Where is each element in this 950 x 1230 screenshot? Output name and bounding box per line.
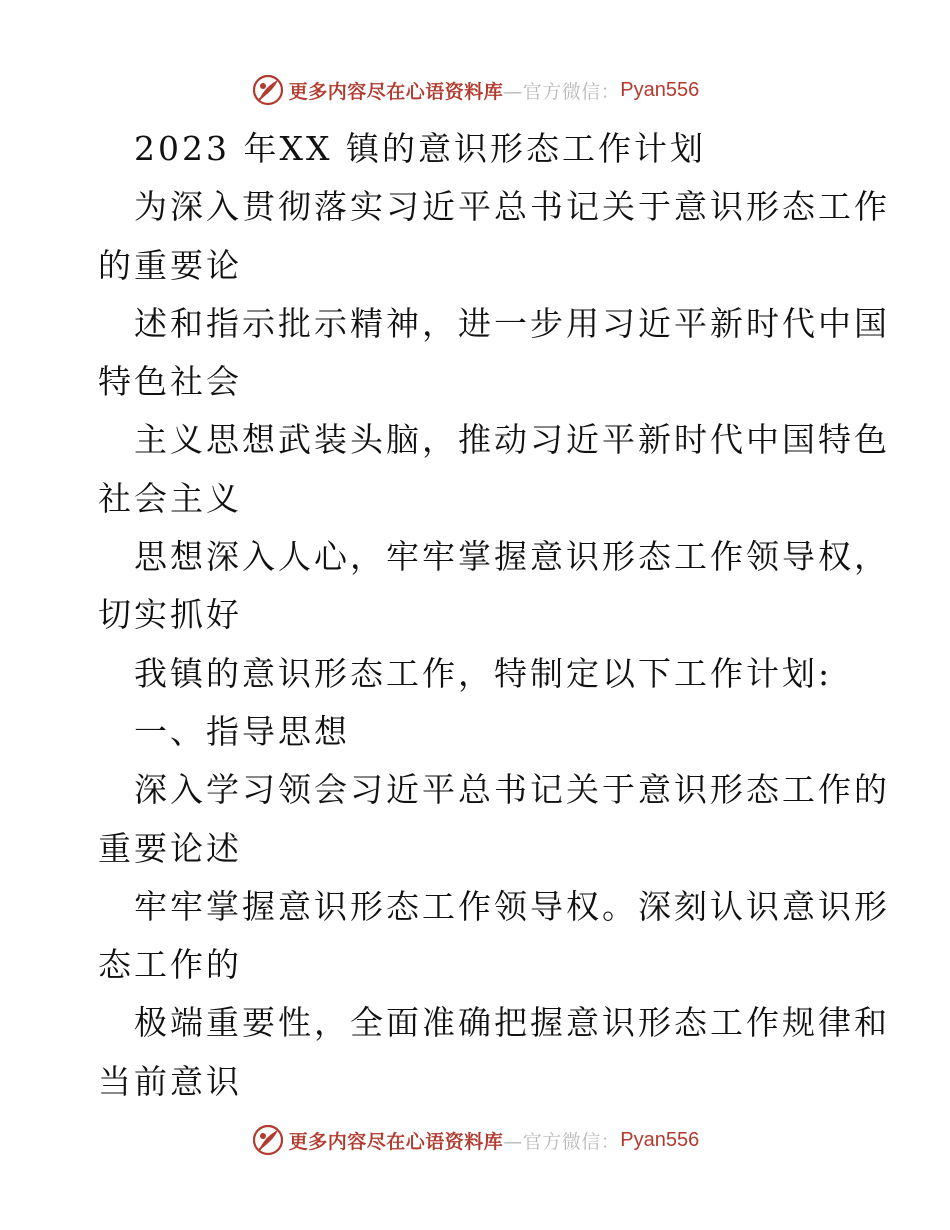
text-line: 重要论述 bbox=[98, 828, 242, 868]
banner-text: 更多内容尽在心语资料库 bbox=[288, 1130, 504, 1153]
quill-pen-icon bbox=[251, 1123, 285, 1157]
header-watermark-banner bbox=[0, 72, 950, 108]
text-line: 社会主义 bbox=[98, 478, 242, 518]
text-line: 为深入贯彻落实习近平总书记关于意识形态工作 bbox=[134, 187, 890, 227]
banner-separator: —官方微信： bbox=[503, 1130, 621, 1153]
banner-wechat-id: Pyan556 bbox=[620, 1128, 700, 1151]
quill-pen-icon bbox=[251, 73, 285, 107]
banner-text: 更多内容尽在心语资料库 bbox=[288, 80, 504, 103]
document-title: 2023 年XX 镇的意识形态工作计划 bbox=[134, 129, 706, 168]
text-line: 一、指导思想 bbox=[134, 711, 350, 751]
banner-separator: —官方微信： bbox=[503, 80, 621, 103]
text-line: 当前意识 bbox=[98, 1061, 242, 1101]
text-line: 的重要论 bbox=[98, 245, 242, 285]
text-line: 极端重要性，全面准确把握意识形态工作规律和 bbox=[134, 1003, 890, 1043]
text-line: 态工作的 bbox=[98, 945, 242, 985]
text-line: 思想深入人心，牢牢掌握意识形态工作领导权， bbox=[134, 537, 890, 577]
text-line: 特色社会 bbox=[98, 362, 242, 402]
text-line: 述和指示批示精神，进一步用习近平新时代中国 bbox=[134, 303, 890, 343]
banner-wechat-id: Pyan556 bbox=[620, 78, 700, 101]
text-line: 切实抓好 bbox=[98, 595, 242, 635]
text-line: 主义思想武装头脑，推动习近平新时代中国特色 bbox=[134, 420, 890, 460]
footer-watermark-banner bbox=[0, 1122, 950, 1158]
text-line: 我镇的意识形态工作，特制定以下工作计划: bbox=[134, 653, 833, 693]
text-line: 深入学习领会习近平总书记关于意识形态工作的 bbox=[134, 770, 890, 810]
document-body bbox=[98, 120, 890, 1111]
text-line: 牢牢掌握意识形态工作领导权。深刻认识意识形 bbox=[134, 886, 890, 926]
